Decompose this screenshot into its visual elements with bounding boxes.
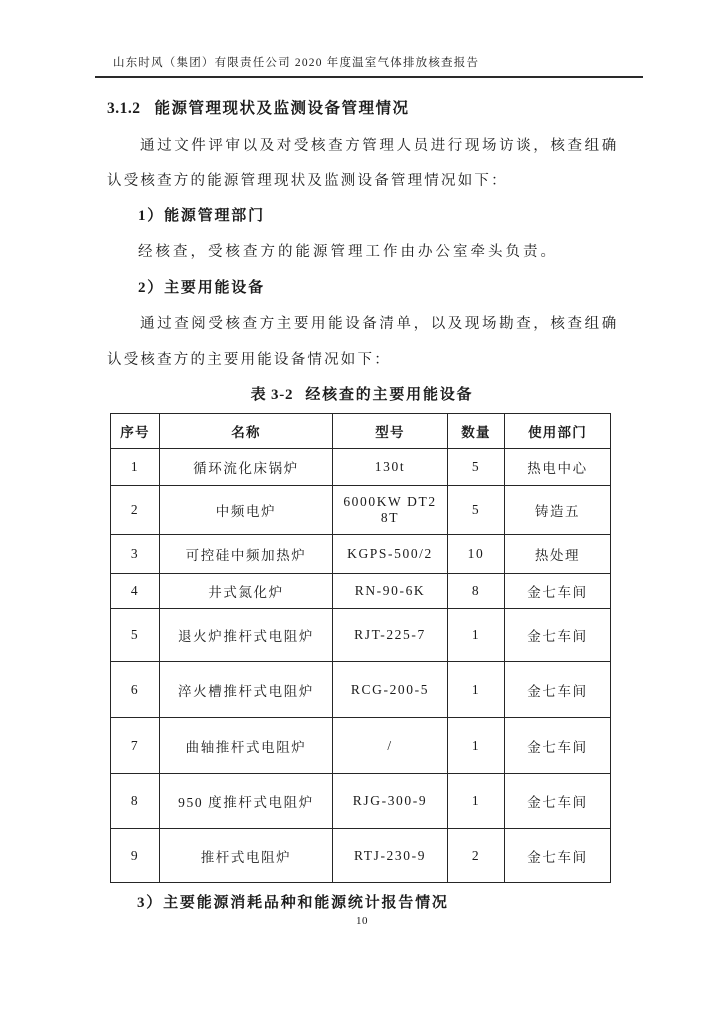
cell-name: 井式氮化炉 [160,574,333,609]
table-row [111,535,611,574]
cell-seq: 8 [111,774,160,829]
cell-name: 推杆式电阻炉 [160,829,333,883]
cell-qty: 1 [448,609,505,662]
table-row [111,718,611,774]
table-row [111,829,611,883]
table-row [111,774,611,829]
cell-seq: 7 [111,718,160,774]
cell-name: 淬火槽推杆式电阻炉 [160,662,333,718]
col-header-qty: 数量 [448,414,505,449]
page-header-title: 山东时风（集团）有限责任公司 2020 年度温室气体排放核查报告 [113,57,480,69]
cell-name: 950 度推杆式电阻炉 [160,774,333,829]
cell-dept: 金七车间 [505,662,611,718]
cell-qty: 5 [448,449,505,486]
header-rule [95,76,643,78]
cell-dept: 热处理 [505,535,611,574]
cell-dept: 金七车间 [505,718,611,774]
cell-seq: 5 [111,609,160,662]
cell-qty: 10 [448,535,505,574]
equipment-paragraph-line-2: 认受核查方的主要用能设备情况如下： [107,352,391,368]
col-header-dept: 使用部门 [505,414,611,449]
section-title: 能源管理现状及监测设备管理情况 [154,100,410,117]
cell-model: KGPS-500/2 [333,535,448,574]
cell-qty: 1 [448,774,505,829]
cell-dept: 金七车间 [505,609,611,662]
table-row [111,662,611,718]
cell-dept: 铸造五 [505,486,611,535]
cell-dept: 金七车间 [505,774,611,829]
table-caption-title: 经核查的主要用能设备 [305,387,474,403]
section-heading [107,96,410,118]
col-header-seq: 序号 [111,414,160,449]
cell-model: RJT-225-7 [333,609,448,662]
table-caption-label: 表 3-2 [250,387,294,403]
cell-name: 中频电炉 [160,486,333,535]
intro-paragraph-line-2: 认受核查方的能源管理现状及监测设备管理情况如下： [107,173,508,189]
table-row [111,449,611,486]
table-caption [0,383,724,404]
cell-qty: 2 [448,829,505,883]
equipment-paragraph-line-1: 通过查阅受核查方主要用能设备清单，以及现场勘查，核查组确 [140,316,619,332]
cell-model: RN-90-6K [333,574,448,609]
col-header-model: 型号 [333,414,448,449]
table-header-row [111,414,611,449]
energy-dept-body: 经核查，受核查方的能源管理工作由办公室牵头负责。 [138,244,558,260]
col-header-name: 名称 [160,414,333,449]
subheading-energy-dept: 1）能源管理部门 [138,208,265,224]
page-number: 10 [356,915,368,927]
cell-seq: 3 [111,535,160,574]
cell-seq: 2 [111,486,160,535]
subheading-energy-consumption: 3）主要能源消耗品种和能源统计报告情况 [137,895,449,911]
cell-name: 可控硅中频加热炉 [160,535,333,574]
cell-qty: 5 [448,486,505,535]
cell-seq: 9 [111,829,160,883]
cell-seq: 4 [111,574,160,609]
cell-model: RCG-200-5 [333,662,448,718]
cell-qty: 1 [448,662,505,718]
subheading-main-equipment: 2）主要用能设备 [138,280,265,296]
cell-model: RJG-300-9 [333,774,448,829]
cell-name: 循环流化床锅炉 [160,449,333,486]
table-row [111,486,611,535]
cell-name: 退火炉推杆式电阻炉 [160,609,333,662]
cell-dept: 金七车间 [505,574,611,609]
cell-model: 6000KW DT2 8T [333,486,448,535]
table-row [111,574,611,609]
cell-seq: 1 [111,449,160,486]
cell-model: RTJ-230-9 [333,829,448,883]
section-number: 3.1.2 [107,100,141,117]
table-row [111,609,611,662]
cell-name: 曲轴推杆式电阻炉 [160,718,333,774]
cell-model: 130t [333,449,448,486]
intro-paragraph-line-1: 通过文件评审以及对受核查方管理人员进行现场访谈，核查组确 [140,138,619,154]
cell-seq: 6 [111,662,160,718]
cell-dept: 金七车间 [505,829,611,883]
cell-qty: 8 [448,574,505,609]
cell-qty: 1 [448,718,505,774]
cell-dept: 热电中心 [505,449,611,486]
equipment-table [110,413,611,883]
cell-model: / [333,718,448,774]
